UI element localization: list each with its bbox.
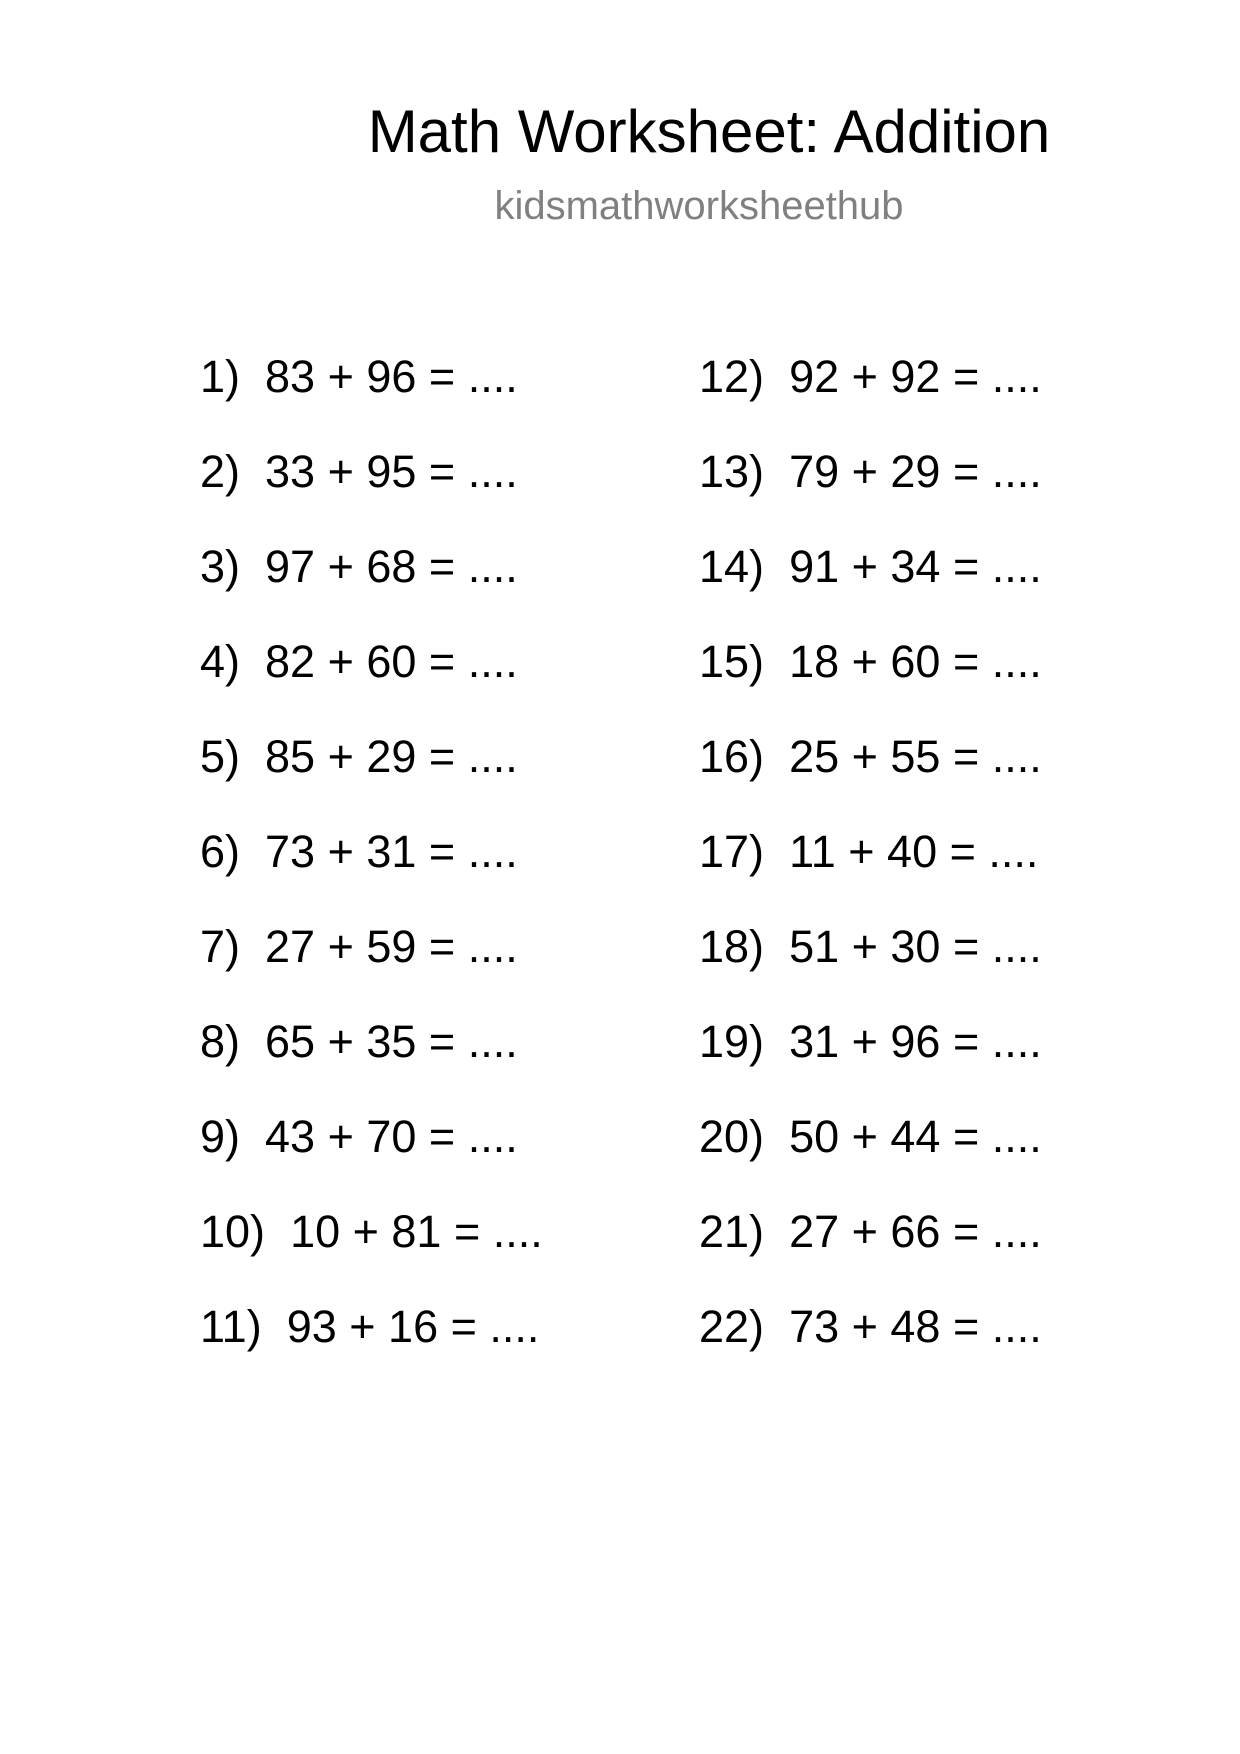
problems-right-column: [699, 329, 1042, 1374]
problem-item: [699, 899, 1042, 994]
problem-number: 4): [200, 636, 241, 687]
problem-expression: 18 + 60 = ....: [789, 636, 1042, 687]
problem-item: [200, 1184, 543, 1279]
problem-expression: 50 + 44 = ....: [789, 1111, 1042, 1162]
problem-item: [200, 519, 543, 614]
problems-left-column: [200, 329, 543, 1374]
problem-expression: 27 + 66 = ....: [789, 1206, 1042, 1257]
problem-number: 7): [200, 921, 241, 972]
spacer: [764, 1184, 789, 1279]
problem-item: [200, 804, 543, 899]
spacer: [764, 329, 789, 424]
problem-number: 3): [200, 541, 241, 592]
problem-number: 6): [200, 826, 241, 877]
problem-item: [200, 1279, 543, 1374]
problem-number: 19): [699, 1016, 765, 1067]
problem-number: 22): [699, 1301, 765, 1352]
problem-expression: 51 + 30 = ....: [789, 921, 1042, 972]
problem-number: 17): [699, 826, 765, 877]
problem-item: [699, 1089, 1042, 1184]
problem-number: 9): [200, 1111, 241, 1162]
problem-item: [200, 709, 543, 804]
problem-expression: 85 + 29 = ....: [265, 731, 518, 782]
problem-expression: 91 + 34 = ....: [789, 541, 1042, 592]
spacer: [240, 994, 265, 1089]
spacer: [240, 1089, 265, 1184]
problem-expression: 73 + 48 = ....: [789, 1301, 1042, 1352]
problem-expression: 83 + 96 = ....: [265, 351, 518, 402]
problem-item: [699, 1184, 1042, 1279]
problem-number: 2): [200, 446, 241, 497]
problem-number: 8): [200, 1016, 241, 1067]
spacer: [240, 899, 265, 994]
problem-number: 12): [699, 351, 765, 402]
problem-number: 5): [200, 731, 241, 782]
problem-expression: 27 + 59 = ....: [265, 921, 518, 972]
problem-item: [200, 899, 543, 994]
problem-expression: 65 + 35 = ....: [265, 1016, 518, 1067]
problem-item: [699, 424, 1042, 519]
spacer: [764, 614, 789, 709]
spacer: [764, 994, 789, 1089]
problem-item: [200, 1089, 543, 1184]
worksheet-title: Math Worksheet: Addition: [367, 98, 1051, 165]
spacer: [764, 1279, 789, 1374]
problem-expression: 97 + 68 = ....: [265, 541, 518, 592]
problem-number: 20): [699, 1111, 765, 1162]
worksheet-subtitle: kidsmathworksheethub: [494, 184, 904, 228]
spacer: [240, 424, 265, 519]
problem-item: [699, 614, 1042, 709]
problem-expression: 79 + 29 = ....: [789, 446, 1042, 497]
problem-item: [200, 424, 543, 519]
problem-number: 11): [200, 1301, 262, 1352]
problem-number: 1): [200, 351, 241, 402]
problem-expression: 33 + 95 = ....: [265, 446, 518, 497]
spacer: [764, 424, 789, 519]
problem-number: 10): [200, 1206, 266, 1257]
problem-item: [699, 804, 1042, 899]
problem-item: [200, 994, 543, 1089]
problem-expression: 73 + 31 = ....: [265, 826, 518, 877]
spacer: [764, 709, 789, 804]
spacer: [265, 1184, 290, 1279]
spacer: [240, 709, 265, 804]
problem-item: [699, 519, 1042, 614]
spacer: [764, 1089, 789, 1184]
problem-number: 21): [699, 1206, 765, 1257]
problem-expression: 92 + 92 = ....: [789, 351, 1042, 402]
problem-expression: 82 + 60 = ....: [265, 636, 518, 687]
problem-expression: 10 + 81 = ....: [290, 1206, 543, 1257]
spacer: [240, 804, 265, 899]
problem-expression: 31 + 96 = ....: [789, 1016, 1042, 1067]
problem-expression: 25 + 55 = ....: [789, 731, 1042, 782]
problem-number: 16): [699, 731, 765, 782]
problem-number: 18): [699, 921, 765, 972]
problem-number: 13): [699, 446, 765, 497]
problem-item: [699, 329, 1042, 424]
problem-item: [699, 709, 1042, 804]
problem-item: [200, 329, 543, 424]
spacer: [764, 899, 789, 994]
problem-expression: 93 + 16 = ....: [286, 1301, 540, 1352]
problem-expression: 43 + 70 = ....: [265, 1111, 518, 1162]
spacer: [240, 614, 265, 709]
problem-number: 15): [699, 636, 765, 687]
problem-expression: 11 + 40 = ....: [789, 826, 1039, 877]
problem-item: [699, 994, 1042, 1089]
spacer: [240, 519, 265, 614]
spacer: [262, 1279, 287, 1374]
problem-number: 14): [699, 541, 765, 592]
spacer: [240, 329, 265, 424]
problem-item: [699, 1279, 1042, 1374]
spacer: [764, 519, 789, 614]
spacer: [764, 804, 789, 899]
problem-item: [200, 614, 543, 709]
